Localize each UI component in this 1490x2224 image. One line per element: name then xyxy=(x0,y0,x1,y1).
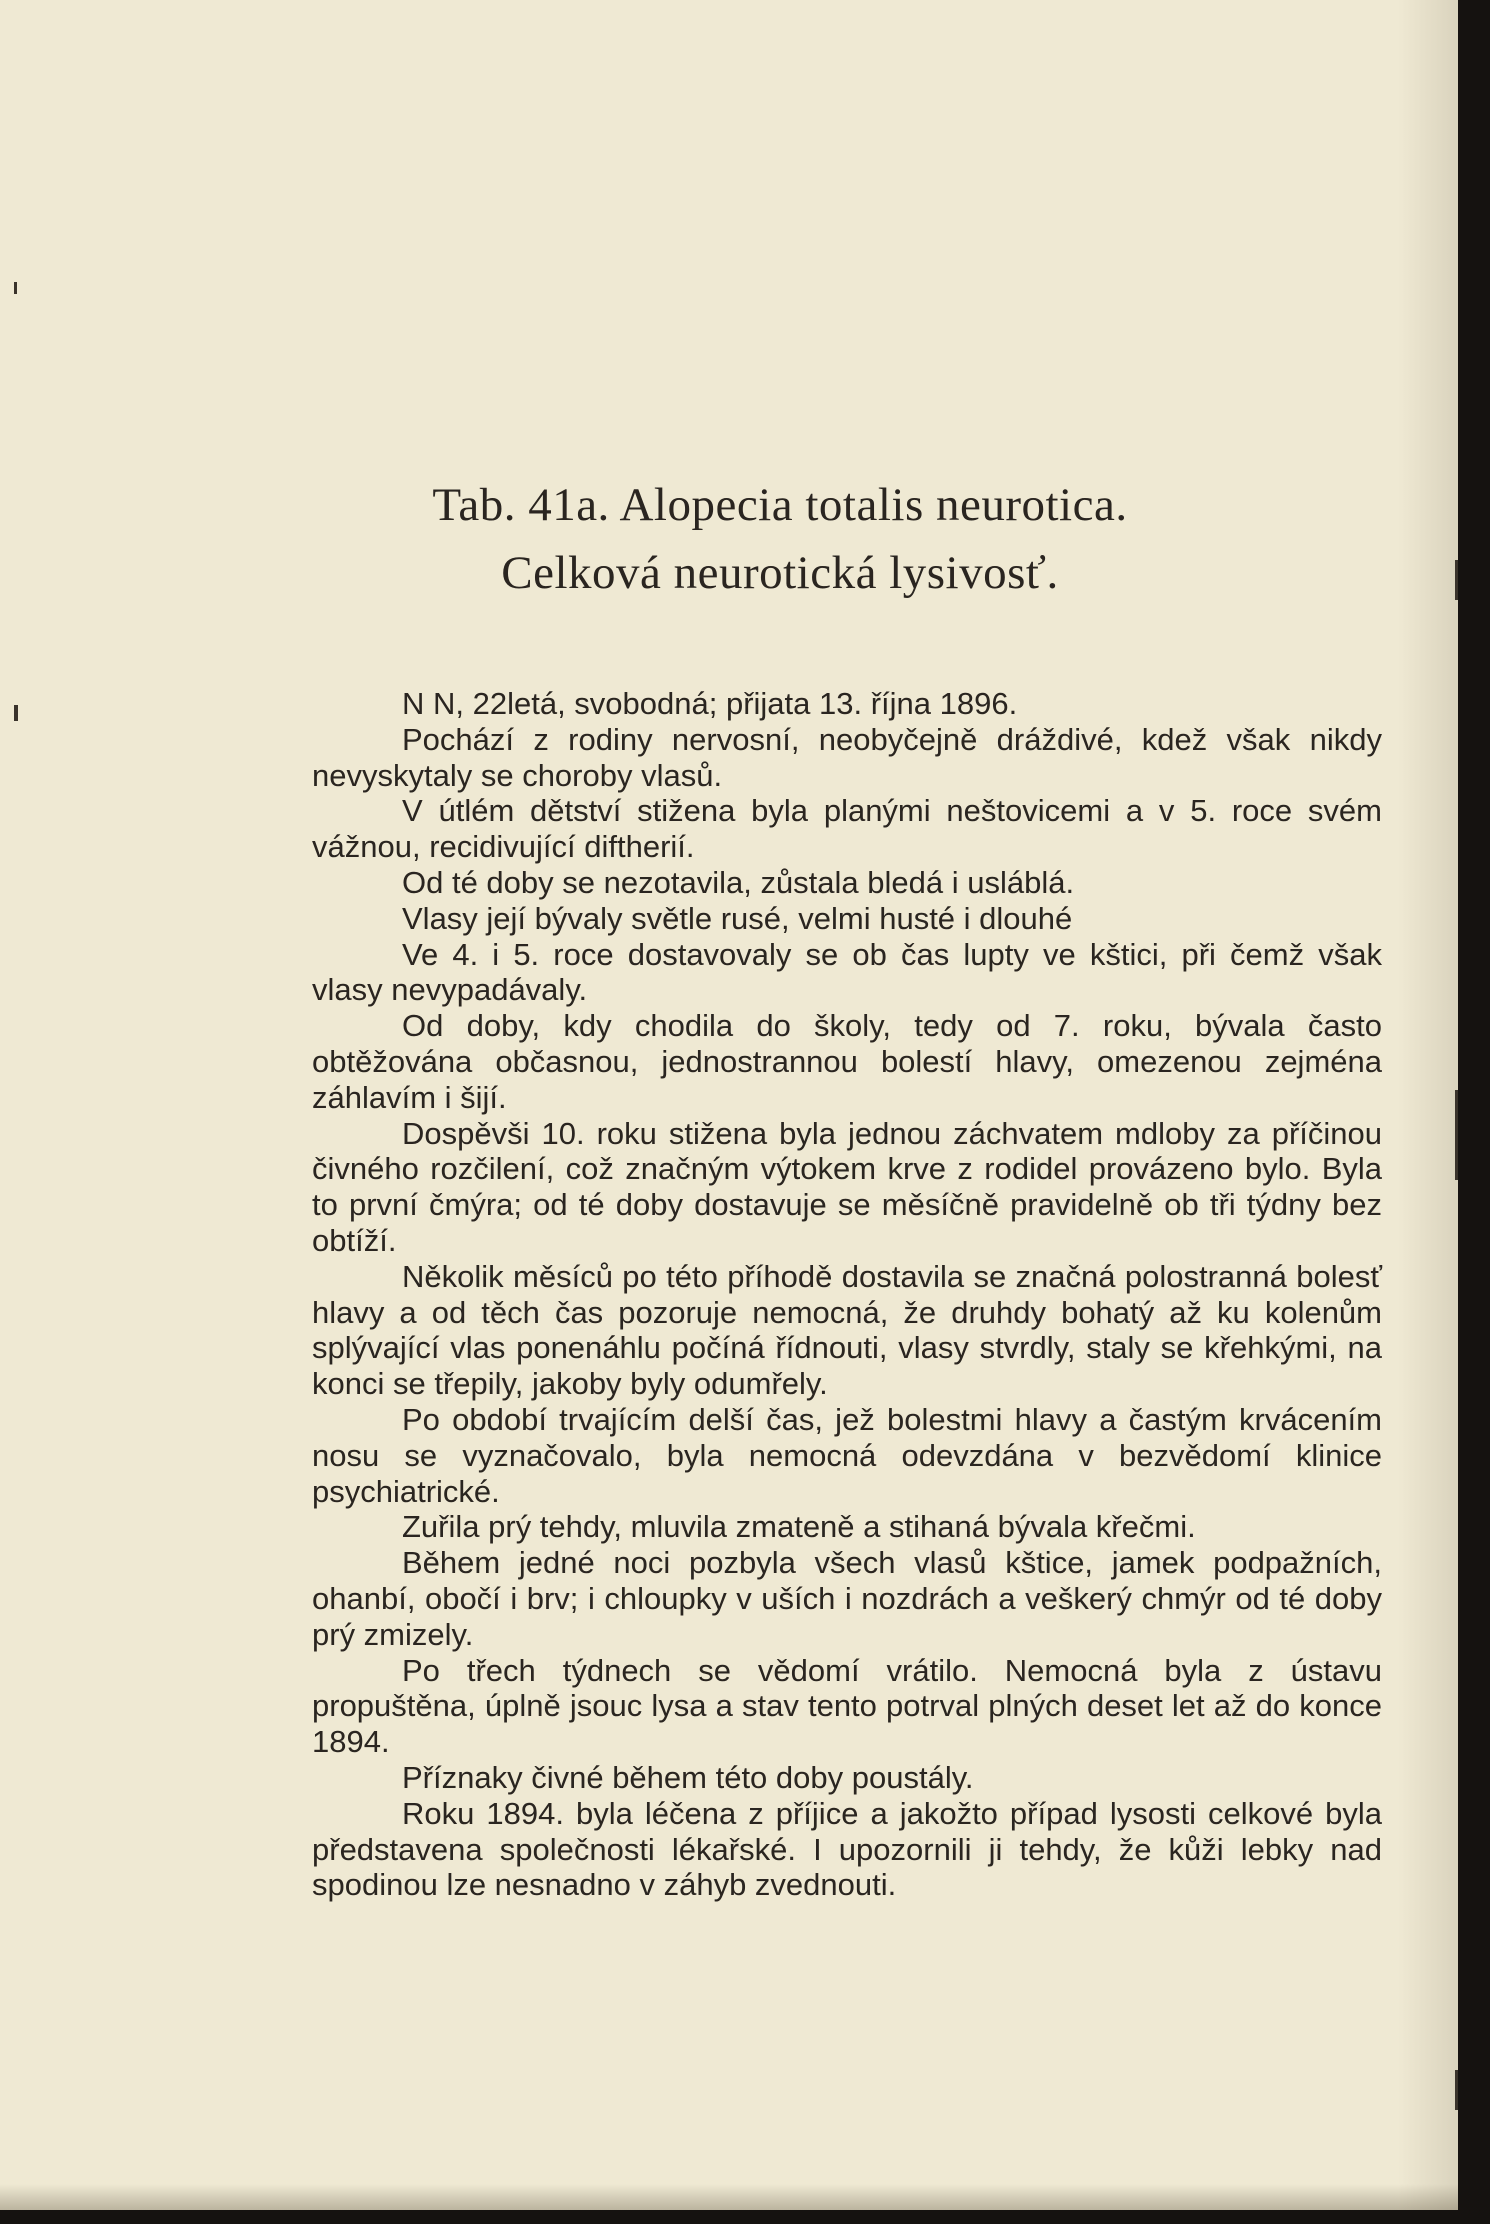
page-edge-shadow xyxy=(1398,0,1458,2210)
paragraph: Od doby, kdy chodila do školy, tedy od 7. roku, bývala často obtěžována občasnou, jednostrannou bolestí hlavy, omezenou zejména záhlavím i šijí. xyxy=(312,1008,1382,1115)
paragraph: Od té doby se nezotavila, zůstala bledá i usláblá. xyxy=(402,864,1075,900)
margin-mark xyxy=(14,282,17,294)
paragraph: Příznaky čivné během této doby poustály. xyxy=(402,1759,974,1795)
paragraph: Zuřila prý tehdy, mluvila zmateně a stihaná bývala křečmi. xyxy=(402,1509,1196,1545)
paragraph: N N, 22letá, svobodná; přijata 13. října 1896. xyxy=(402,686,1018,721)
paragraph: Dospěvši 10. roku stižena byla jednou záchvatem mdloby za příčinou čivného rozčilení, což značným výtokem krve z rodidel provázeno bylo. Byla to první čmýra; od té doby dostavuje se měsíčně pravidelně ob tři týdny bez obtíží. xyxy=(312,1115,1382,1258)
paragraph: V útlém dětství stižena byla planými neštovicemi a v 5. roce svém vážnou, recidivující diftherií. xyxy=(312,793,1382,865)
page-bottom-shadow xyxy=(0,2184,1458,2210)
paragraph: Po období trvajícím delší čas, jež bolestmi hlavy a častým krvácením nosu se vyznačovalo, byla nemocná odevzdána v bezvědomí klinice psychiatrické. xyxy=(312,1401,1382,1509)
paragraph: Roku 1894. byla léčena z příjice a jakožto případ lysosti celkové byla představena společnosti lékařské. I upozornili ji tehdy, že kůži lebky nad spodinou lze nesnadno v záhyb zvednouti. xyxy=(312,1795,1382,1903)
plate-title: Tab. 41a. Alopecia totalis neurotica. xyxy=(432,479,1128,531)
margin-mark xyxy=(1455,560,1458,600)
paragraph: Vlasy její bývaly světle rusé, velmi husté i dlouhé xyxy=(402,900,1073,936)
paragraph: Ve 4. i 5. roce dostavovaly se ob čas lupty ve kštici, při čemž však vlasy nevypadávaly. xyxy=(312,936,1382,1008)
paragraph: Po třech týdnech se vědomí vrátilo. Nemocná byla z ústavu propuštěna, úplně jsouc lysa a stav tento potrval plných deset let až do konce 1894. xyxy=(312,1652,1382,1760)
paragraph: Několik měsíců po této příhodě dostavila se značná polostranná bolesť hlavy a od těch čas pozoruje nemocná, že druhdy bohatý až ku kolenům splývající vlas ponenáhlu počíná řídnouti, vlasy stvrdly, staly se křehkými, na konci se třepily, jakoby byly odumřely. xyxy=(312,1258,1382,1402)
case-description xyxy=(312,686,1382,1903)
margin-mark xyxy=(1455,1090,1458,1180)
margin-mark xyxy=(1455,2070,1458,2110)
paragraph: Pochází z rodiny nervosní, neobyčejně dráždivé, kdež však nikdy nevyskytaly se choroby vlasů. xyxy=(312,721,1382,793)
paragraph: Během jedné noci pozbyla všech vlasů kštice, jamek podpažních, ohanbí, obočí i brv; i chloupky v uších i nozdrách a veškerý chmýr od té doby prý zmizely. xyxy=(312,1545,1382,1652)
margin-mark xyxy=(14,705,18,721)
plate-subtitle: Celková neurotická lysivosť. xyxy=(501,547,1059,599)
